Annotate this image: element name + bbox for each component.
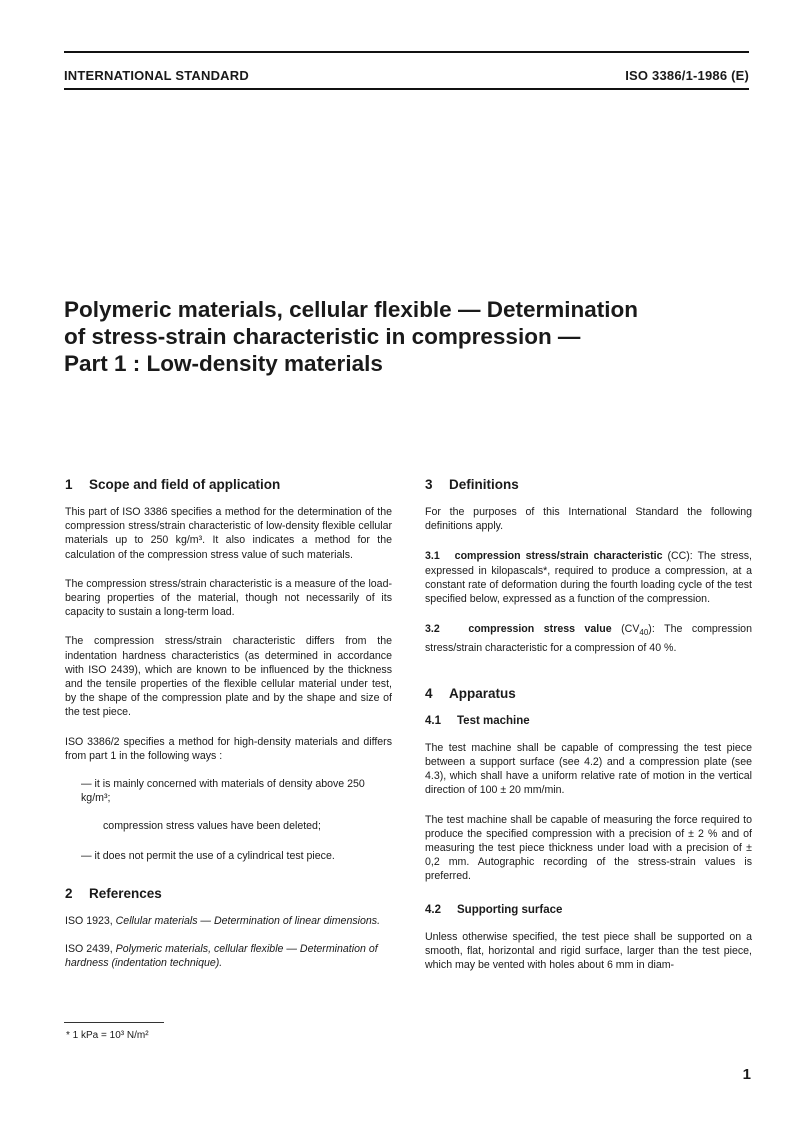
definition-term: compression stress/strain characteristic bbox=[454, 550, 663, 563]
section-title: References bbox=[89, 885, 162, 901]
section-number: 2 bbox=[65, 885, 73, 901]
reference-number: ISO 2439, bbox=[65, 943, 113, 956]
footnote-rule bbox=[64, 1022, 164, 1023]
definition-abbreviation: $(CV_{40})$: bbox=[621, 623, 655, 638]
definitions-intro: For the purposes of this International Standard the following definitions apply. bbox=[425, 506, 752, 533]
supporting-surface-paragraph: Unless otherwise specified, the test piece shall be supported on a smooth, flat, horizontal and rigid surface, larger than the test piece, which may be vented with holes about 6 mm in diam- bbox=[425, 930, 752, 971]
section-number: 4 bbox=[425, 685, 433, 701]
test-machine-paragraph-2: The test machine shall be capable of measuring the force required to produce the specified compression with a precision of ± 2 % and of measuring the test piece thickness under load with a precision of ± 0,2 mm. Autographic recording of the stress-strain values is preferred. bbox=[425, 813, 752, 883]
section-number: 1 bbox=[65, 477, 73, 492]
section-3-heading bbox=[425, 476, 752, 493]
scope-paragraph-2: The compression stress/strain characteristic is a measure of the load-bearing properties of the material, though not necessarily of its capacity to sustain a long-term load. bbox=[65, 577, 392, 619]
definition-number: 3.2 bbox=[425, 623, 440, 636]
header-document-number: ISO 3386/1-1986 (E) bbox=[625, 68, 749, 83]
definition-number: 3.1 bbox=[425, 550, 440, 563]
title-line-1: Polymeric materials, cellular flexible — Determination bbox=[64, 297, 638, 322]
list-item: compression stress values have been deleted; bbox=[103, 820, 321, 833]
document-title bbox=[64, 296, 754, 377]
section-1-heading bbox=[65, 476, 392, 493]
section-4-heading bbox=[425, 685, 752, 702]
definition-text: The compression stress/strain characteristic for a compression of 40 %. bbox=[425, 623, 752, 654]
test-machine-paragraph-1: The test machine shall be capable of compressing the test piece between a support surface (see 4.2) and a compression plate (see 4.3), which shall have a uniform relative rate of motion in the vertical direction of 100 ± 20 mm/min. bbox=[425, 741, 752, 797]
scope-paragraph-3: The compression stress/strain characteristic differs from the indentation hardness characteristics (as determined in accordance with ISO 2439), which are known to be influenced by the thickness and the tensile properties of the flexible cellular material under test, by the shape of the compression plate and by the shape and size of the test piece. bbox=[65, 635, 392, 719]
page-number: 1 bbox=[742, 1066, 751, 1083]
subsection-title: Supporting surface bbox=[457, 903, 563, 916]
subsection-number: 4.2 bbox=[425, 903, 441, 916]
right-column bbox=[425, 476, 752, 972]
reference-iso-2439 bbox=[65, 942, 392, 970]
section-number: 3 bbox=[425, 477, 433, 492]
definition-text: The stress, expressed in kilopascals*, required to produce a compression, at a constant rate of deformation during the fourth loading cycle of the test specified below, expressed as a function of the compression. bbox=[425, 550, 752, 606]
subsection-4-2-heading bbox=[425, 903, 752, 918]
subsection-number: 4.1 bbox=[425, 714, 441, 727]
list-item: — it is mainly concerned with materials of density above 250 kg/m³; bbox=[81, 778, 365, 805]
subsection-title: Test machine bbox=[457, 714, 530, 727]
definition-3-1 bbox=[425, 549, 752, 606]
title-line-2: of stress-strain characteristic in compression — bbox=[64, 324, 581, 349]
header-standard-type: INTERNATIONAL STANDARD bbox=[64, 68, 249, 83]
definition-abbreviation: (CC): bbox=[667, 550, 693, 563]
list-item: — it does not permit the use of a cylindrical test piece. bbox=[81, 849, 335, 862]
section-2-heading bbox=[65, 885, 392, 902]
header-rule bbox=[64, 88, 749, 90]
reference-title: Cellular materials — Determination of linear dimensions. bbox=[115, 914, 381, 927]
scope-paragraph-4: ISO 3386/2 specifies a method for high-density materials and differs from part 1 in the following ways : bbox=[65, 735, 392, 762]
definition-term: compression stress value bbox=[468, 623, 612, 636]
reference-title: Polymeric materials, cellular flexible — Determination of hardness (indentation technique). bbox=[65, 943, 378, 970]
reference-number: ISO 1923, bbox=[65, 914, 113, 927]
section-title: Apparatus bbox=[449, 685, 516, 701]
section-title: Scope and field of application bbox=[89, 477, 281, 492]
left-column bbox=[65, 476, 392, 970]
top-rule bbox=[64, 51, 749, 53]
definition-3-2 bbox=[425, 622, 752, 655]
title-line-3: Part 1 : Low-density materials bbox=[64, 351, 383, 376]
subsection-4-1-heading bbox=[425, 714, 752, 729]
reference-iso-1923 bbox=[65, 914, 392, 928]
scope-paragraph-1: This part of ISO 3386 specifies a method for the determination of the compression stress/strain characteristic of low-density flexible cellular materials up to 250 kg/m³. It also indicates a method for the calculation of the compression stress value of such materials. bbox=[65, 506, 392, 561]
section-title: Definitions bbox=[449, 477, 519, 492]
footnote: * 1 kPa = 10³ N/m² bbox=[66, 1030, 149, 1041]
